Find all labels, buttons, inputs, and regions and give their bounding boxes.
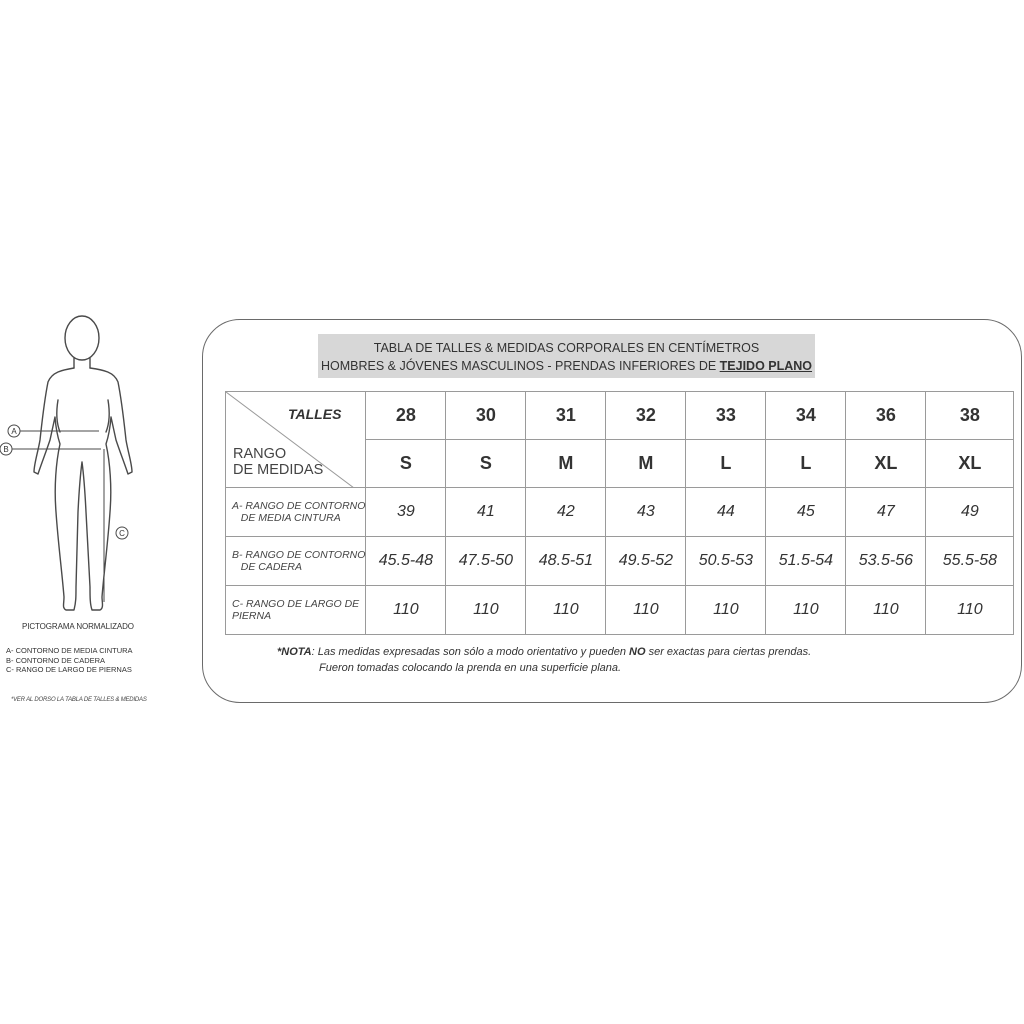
size-letter: XL xyxy=(926,440,1014,488)
note-text: ser exactas para ciertas prendas. xyxy=(645,646,812,658)
note-text: : Las medidas expresadas son sólo a modo orientativo y pueden xyxy=(311,646,630,658)
table-cell: 110 xyxy=(606,586,686,635)
table-cell: 45.5-48 xyxy=(366,537,446,586)
table-cell: 110 xyxy=(446,586,526,635)
size-letter: XL xyxy=(846,440,926,488)
size-letter: S xyxy=(366,440,446,488)
title-line-1: TABLA DE TALLES & MEDIDAS CORPORALES EN CENTÍMETROS xyxy=(373,341,760,355)
table-cell: 110 xyxy=(766,586,846,635)
marker-a: A xyxy=(11,427,17,436)
marker-c: C xyxy=(119,529,125,538)
row-label-leg: C- RANGO DE LARGO DE PIERNA xyxy=(226,586,366,635)
note-label: NOTA xyxy=(281,646,312,658)
note-line-1 xyxy=(277,644,811,660)
pictogram-legend xyxy=(6,646,133,675)
title-line-2-text: HOMBRES & JÓVENES MASCULINOS - PRENDAS INFERIORES DE xyxy=(320,359,720,373)
human-silhouette-icon xyxy=(0,312,150,622)
marker-b: B xyxy=(3,445,9,454)
note-emphasis: NO xyxy=(629,646,646,658)
table-cell: 110 xyxy=(366,586,446,635)
table-cell: 53.5-56 xyxy=(846,537,926,586)
table-cell: 44 xyxy=(686,488,766,537)
legend-item: B- CONTORNO DE CADERA xyxy=(6,655,106,665)
legend-item: A- CONTORNO DE MEDIA CINTURA xyxy=(6,646,133,655)
table-cell: 47.5-50 xyxy=(446,537,526,586)
table-cell: 110 xyxy=(686,586,766,635)
table-cell: 45 xyxy=(766,488,846,537)
chart-title xyxy=(318,334,815,378)
size-number: 38 xyxy=(926,392,1014,440)
size-letter: M xyxy=(606,440,686,488)
rango-label: RANGO DE MEDIDAS xyxy=(233,446,324,478)
table-row xyxy=(226,586,1014,635)
body-pictogram xyxy=(0,312,150,622)
size-number: 34 xyxy=(766,392,846,440)
size-letter: M xyxy=(526,440,606,488)
table-cell: 110 xyxy=(926,586,1014,635)
size-table xyxy=(225,391,1014,635)
size-number: 36 xyxy=(846,392,926,440)
talles-label: TALLES xyxy=(288,406,342,422)
table-cell: 43 xyxy=(606,488,686,537)
size-number: 33 xyxy=(686,392,766,440)
table-cell: 47 xyxy=(846,488,926,537)
pictogram-caption: PICTOGRAMA NORMALIZADO xyxy=(22,622,134,631)
table-cell: 41 xyxy=(446,488,526,537)
note-asterisk: * xyxy=(277,646,282,658)
title-line-2 xyxy=(318,359,815,373)
size-number: 31 xyxy=(526,392,606,440)
title-emphasis: TEJIDO PLANO xyxy=(719,359,813,373)
disclaimer-note xyxy=(277,644,811,676)
size-letter: S xyxy=(446,440,526,488)
table-cell: 110 xyxy=(526,586,606,635)
table-row xyxy=(226,392,1014,440)
size-number: 28 xyxy=(366,392,446,440)
table-cell: 49.5-52 xyxy=(606,537,686,586)
pictogram-footnote: *VER AL DORSO LA TABLA DE TALLES & MEDIDAS xyxy=(11,697,147,703)
size-letter: L xyxy=(766,440,846,488)
table-cell: 50.5-53 xyxy=(686,537,766,586)
table-row xyxy=(226,488,1014,537)
size-letter: L xyxy=(686,440,766,488)
size-number: 30 xyxy=(446,392,526,440)
row-label-waist: A- RANGO DE CONTORNO DE MEDIA CINTURA xyxy=(226,488,366,537)
table-cell: 42 xyxy=(526,488,606,537)
legend-item: C- RANGO DE LARGO DE PIERNAS xyxy=(6,665,132,674)
table-cell: 49 xyxy=(926,488,1014,537)
table-cell: 51.5-54 xyxy=(766,537,846,586)
table-row xyxy=(226,537,1014,586)
note-line-2: Fueron tomadas colocando la prenda en una superficie plana. xyxy=(319,662,622,674)
table-cell: 48.5-51 xyxy=(526,537,606,586)
row-label-hip: B- RANGO DE CONTORNO DE CADERA xyxy=(226,537,366,586)
table-corner-header xyxy=(226,392,366,488)
table-cell: 55.5-58 xyxy=(926,537,1014,586)
table-cell: 110 xyxy=(846,586,926,635)
size-number: 32 xyxy=(606,392,686,440)
table-cell: 39 xyxy=(366,488,446,537)
